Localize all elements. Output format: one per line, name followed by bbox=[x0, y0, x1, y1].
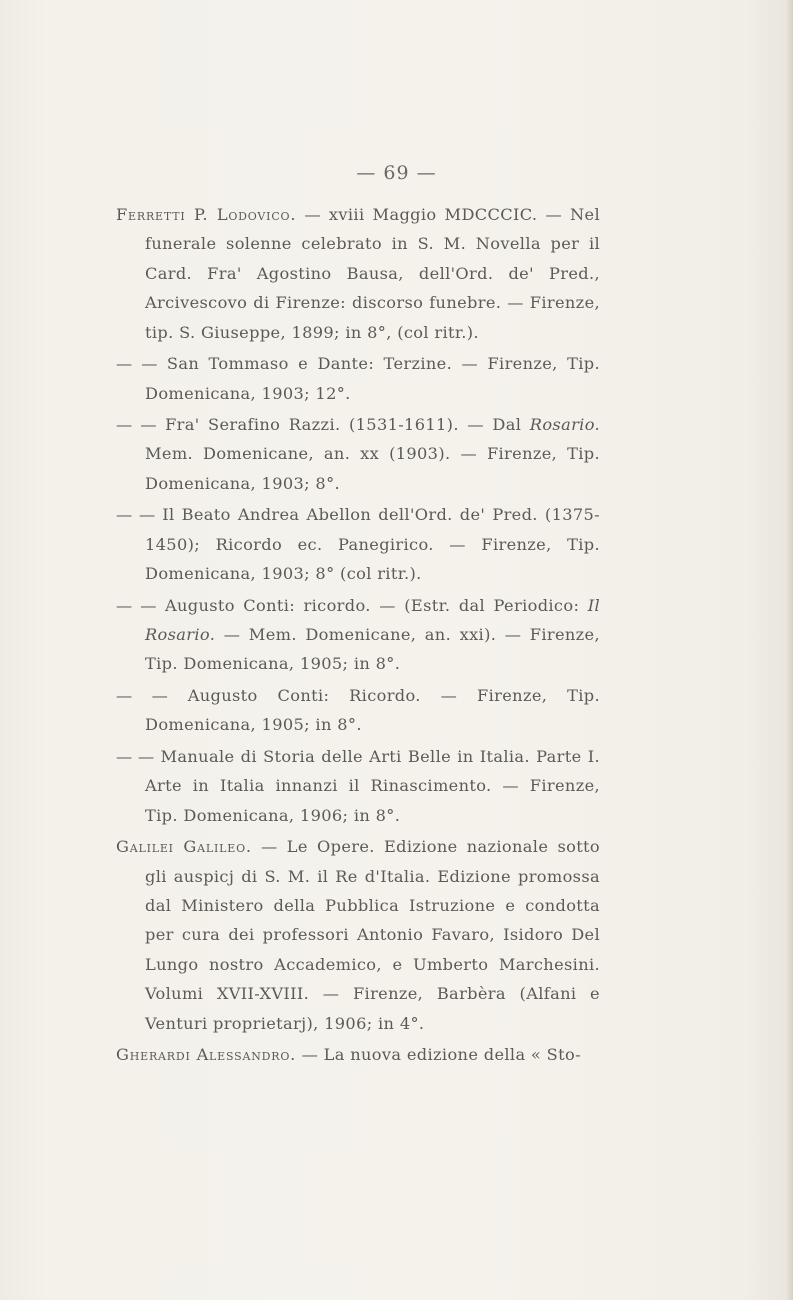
entry-dash: — — bbox=[116, 685, 168, 705]
entry-text: — Le Opere. Edizione nazionale sotto gli auspicj di S. M. il Re d'Italia. Edizione promossa dal Ministero della Pubblica Istruzione e condotta per cura dei professori Antonio Favaro, Isidoro Del Lungo nostro Accademico, e Umberto Marchesini. Volumi XVII-XVIII. — Firenze, Barbèra (Alfani e Venturi proprietarj), 1906; in 4°. bbox=[145, 837, 600, 1033]
entry-author: Galilei Galileo. bbox=[116, 837, 252, 857]
entry-dash: — — bbox=[116, 595, 157, 615]
entry-text: San Tommaso e Dante: Terzine. — Firenze, Tip. Domenicana, 1903; 12°. bbox=[145, 354, 600, 403]
entry-italic-title: Il Rosario. bbox=[145, 595, 600, 645]
entry-text: Mem. Domenicane, an. xx (1903). — Firenze, Tip. Domenicana, 1903; 8°. bbox=[145, 444, 600, 493]
bibliography-entry bbox=[116, 200, 600, 347]
bibliography-entry bbox=[116, 1040, 600, 1069]
bibliography-entry bbox=[116, 349, 600, 408]
bibliography-entry bbox=[116, 742, 600, 830]
entry-author: Gherardi Alessandro. bbox=[116, 1045, 297, 1065]
entry-text: Fra' Serafino Razzi. (1531-1611). — Dal bbox=[156, 415, 530, 435]
entry-dash: — — bbox=[116, 505, 156, 525]
entry-text: Augusto Conti: ricordo. — (Estr. dal Periodico: bbox=[156, 595, 588, 615]
bibliography-entry bbox=[116, 591, 600, 679]
entry-author: Ferretti P. Lodovico. bbox=[116, 205, 297, 224]
entry-text: Augusto Conti: Ricordo. — Firenze, Tip. Domenicana, 1905; in 8°. bbox=[145, 685, 600, 735]
entry-italic-title: Rosario. bbox=[529, 415, 600, 435]
entry-text: — xviii Maggio MDCCCIC. — Nel funerale solenne celebrato in S. M. Novella per il Card. Fra' Agostino Bausa, dell'Ord. de' Pred., Arcivescovo di Firenze: discorso funebre. — Firenze, tip. S. Giuseppe, 1899; in 8°, (col ritr.). bbox=[145, 205, 600, 342]
entry-text: Manuale di Storia delle Arti Belle in Italia. Parte I. Arte in Italia innanzi il Rinascimento. — Firenze, Tip. Domenicana, 1906; in 8°. bbox=[145, 746, 600, 825]
bibliography-entry bbox=[116, 410, 600, 498]
bibliography-entry bbox=[116, 832, 600, 1038]
entry-text: Il Beato Andrea Abellon dell'Ord. de' Pred. (1375-1450); Ricordo ec. Panegirico. — Firenze, Tip. Domenicana, 1903; 8° (col ritr.). bbox=[145, 505, 600, 584]
bibliography-entry bbox=[116, 681, 600, 740]
bibliography-entry bbox=[116, 500, 600, 588]
entry-text: — Mem. Domenicane, an. xxi). — Firenze, Tip. Domenicana, 1905; in 8°. bbox=[145, 625, 600, 674]
entry-dash: — — bbox=[116, 415, 157, 435]
entry-text: — La nuova edizione della « Sto- bbox=[296, 1045, 581, 1065]
entry-dash: — — bbox=[116, 746, 155, 766]
page-number: — 69 — bbox=[356, 162, 437, 184]
page-edge bbox=[787, 0, 793, 1300]
entry-dash: — — bbox=[116, 354, 158, 374]
bibliography-list bbox=[116, 200, 600, 1072]
